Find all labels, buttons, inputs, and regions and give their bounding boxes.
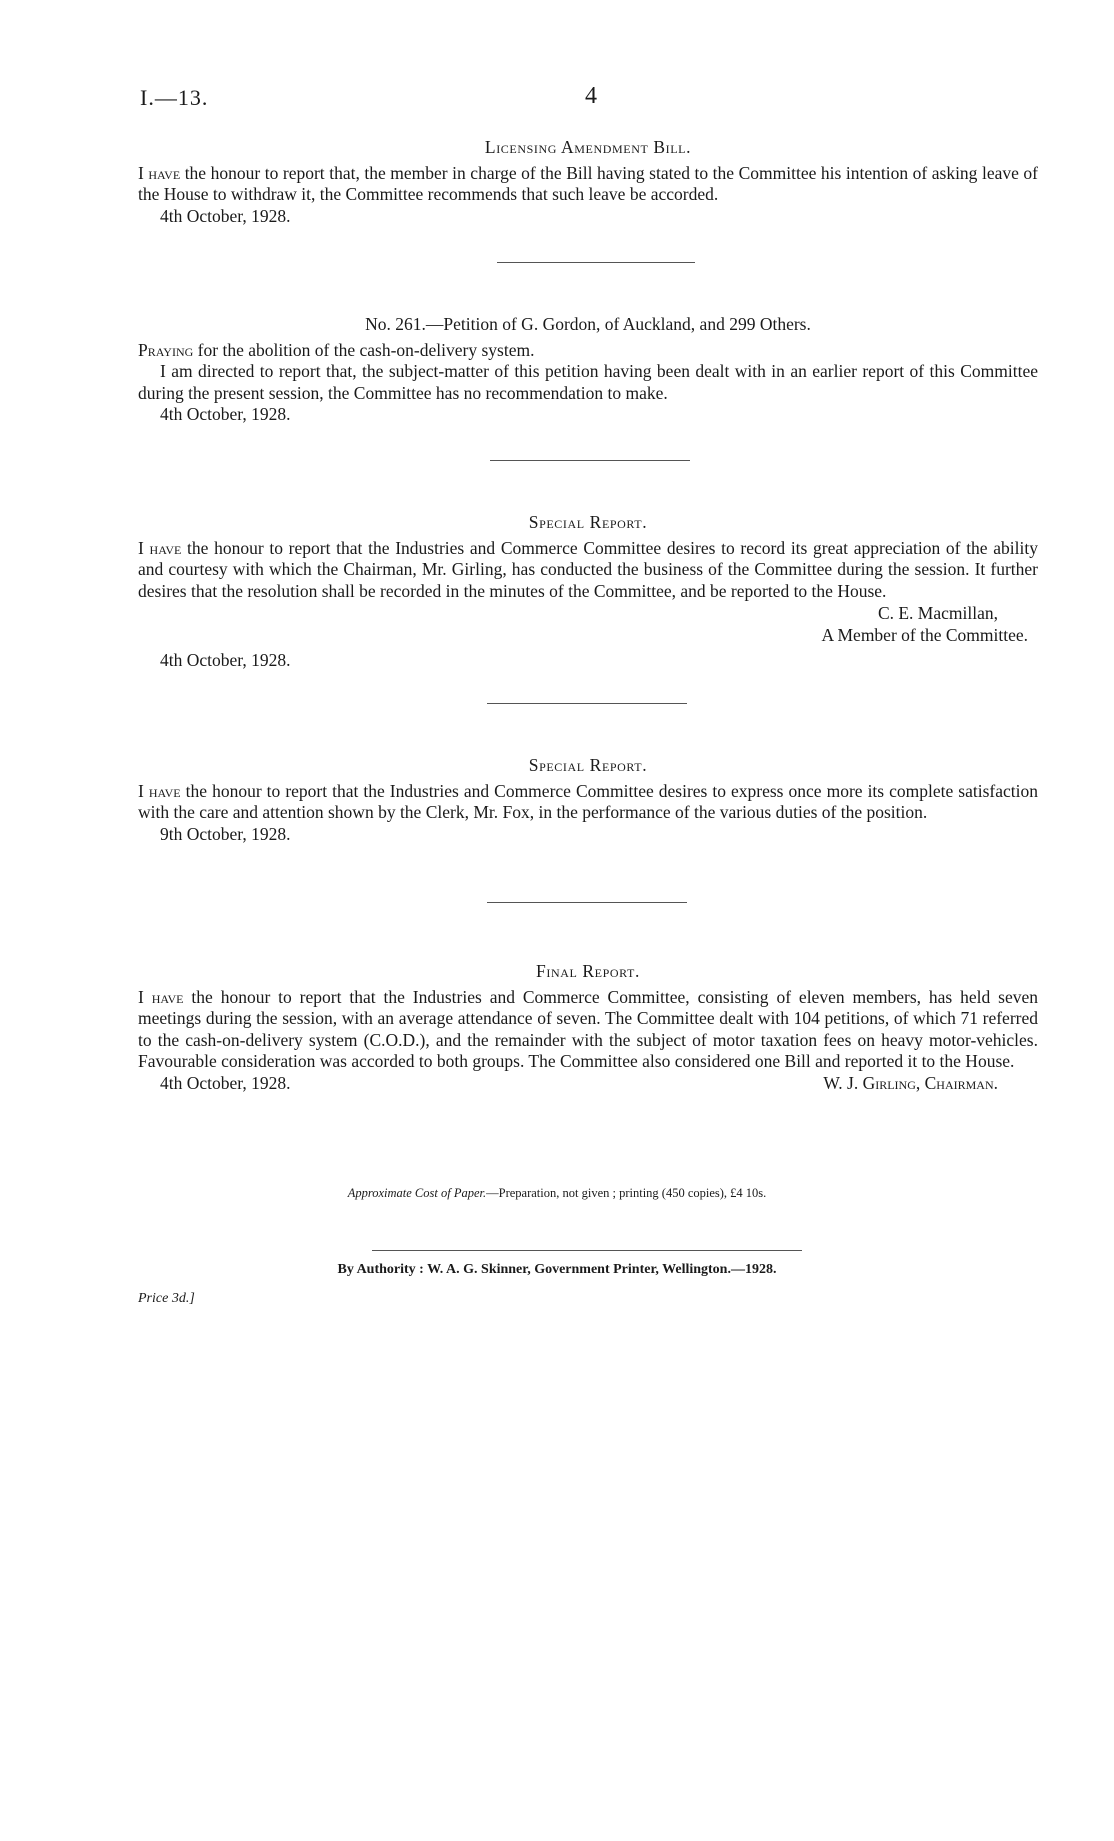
section-divider [490,460,690,461]
section-divider [487,902,687,903]
section-body [138,987,1038,1073]
section-body [138,781,1038,824]
printer-authority: By Authority : W. A. G. Skinner, Government Printer, Wellington.—1928. [337,1262,777,1277]
lead-words: I have [138,986,184,1007]
signature-name: C. E. Macmillan, [877,603,998,623]
cost-of-paper [0,1186,1114,1201]
lead-words: I have [138,162,181,183]
section-body [138,538,1038,603]
section-date: 4th October, 1928. [160,205,291,226]
section-special-report-clerk [138,755,1038,845]
section-title: Special Report. [528,755,648,775]
body-text: the honour to report that, the member in charge of the Bill having stated to the Committee his intention of asking leave of the House to withdraw it, the Committee recommends that such leave be accorded. [138,162,1039,204]
section-body: I am directed to report that, the subject-matter of this petition having been dealt with in an earlier report of this Committee during the present session, the Committee has no recommendation to make. [138,361,1038,403]
lead-words: I have [138,780,181,801]
signature-block [138,602,1038,646]
section-divider [497,262,695,263]
page-number: 4 [585,83,597,109]
section-petition-261 [138,314,1038,426]
body-text: the honour to report that the Industries and Commerce Committee desires to record its great appreciation of the ability and courtesy with which the Chairman, Mr. Girling, has conducted the business of the Committee during the session. It further desires that the resolution shall be recorded in the minutes of the Committee, and be reported to the House. [138,537,1038,601]
section-date: 4th October, 1928. [160,1072,291,1093]
lead-words: Praying [138,339,194,360]
section-final-report [138,961,1038,1094]
lead-words: I have [138,537,182,558]
price: Price 3d.] [138,1291,195,1306]
section-title: Special Report. [528,512,648,532]
body-text: the honour to report that the Industries and Commerce Committee, consisting of eleven members, has held seven meetings during the session, with an average attendance of seven. The Committee dealt with 104 petitions, of which 71 referred to the cash-on-delivery system (C.O.D.), and the remainder with the subject of motor taxation fees on heavy motor-vehicles. Favourable consideration was accorded to both groups. The Committee also considered one Bill and reported it to the House. [138,986,1039,1071]
authority-rule [372,1250,802,1251]
section-title: No. 261.—Petition of G. Gordon, of Auckland, and 299 Others. [365,314,811,334]
praying-text: for the abolition of the cash-on-delivery system. [193,339,535,360]
paper-reference: I.—13. [140,85,209,110]
cost-text: —Preparation, not given ; printing (450 copies), £4 10s. [486,1186,767,1200]
praying-line [138,340,1038,362]
signature-role: A Member of the Committee. [821,625,1028,645]
cost-label: Approximate Cost of Paper. [347,1186,487,1200]
section-date: 9th October, 1928. [160,823,291,844]
body-text: the honour to report that the Industries and Commerce Committee desires to express once more its complete satisfaction with the care and attention shown by the Clerk, Mr. Fox, in the performance of the various duties of the position. [138,780,1038,822]
section-licensing-amendment-bill [138,137,1038,227]
section-divider [487,703,687,704]
section-body [138,163,1038,206]
section-title: Final Report. [536,961,640,981]
section-title: Licensing Amendment Bill. [484,137,692,157]
chairman-signature: W. J. Girling, Chairman. [823,1072,998,1093]
section-special-report-chairman [138,512,1038,672]
section-date: 4th October, 1928. [160,404,291,424]
section-date: 4th October, 1928. [160,650,291,670]
date-signature-row [138,1073,1038,1095]
